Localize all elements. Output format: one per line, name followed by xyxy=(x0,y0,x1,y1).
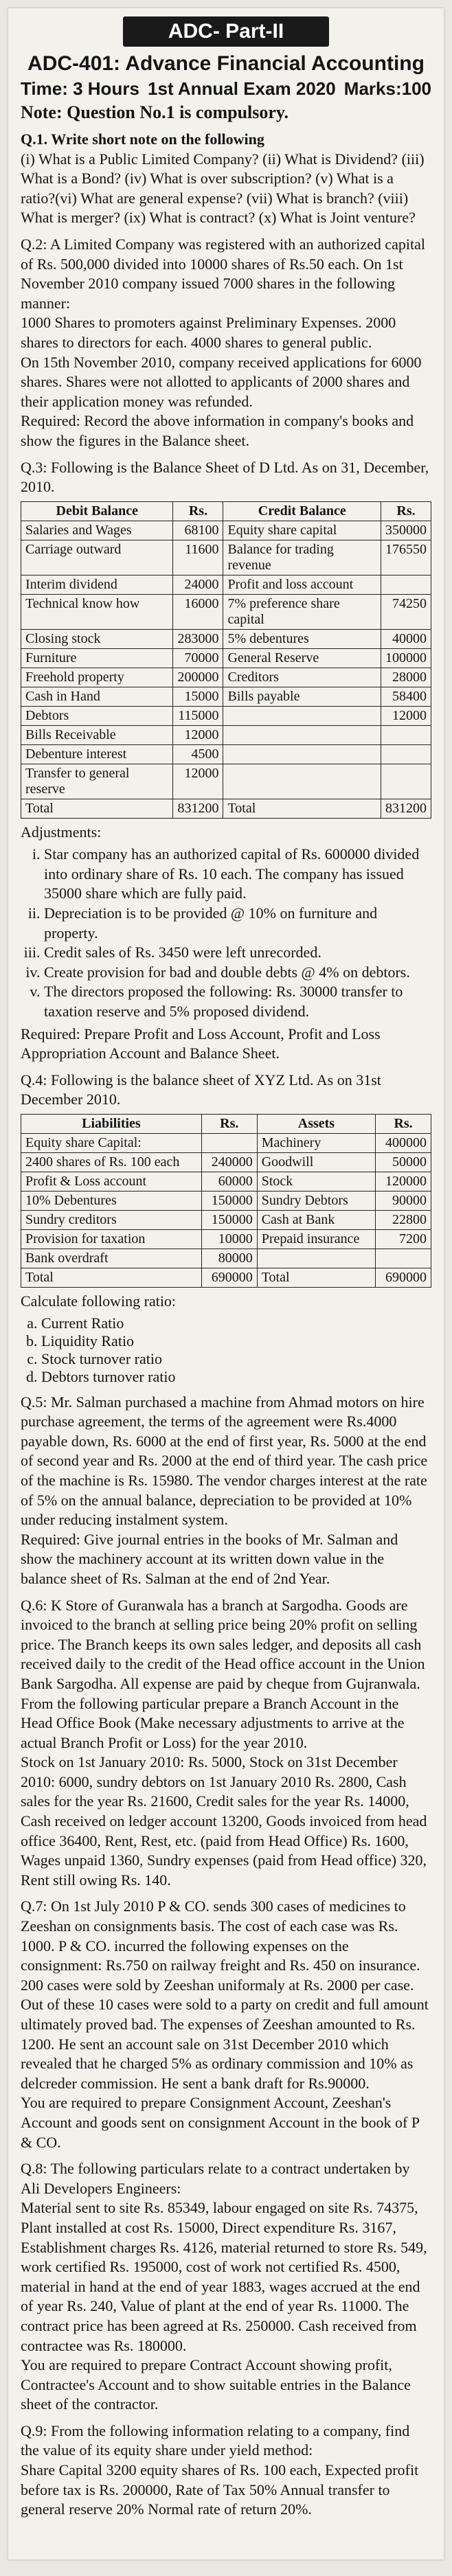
note: Note: Question No.1 is compulsory. xyxy=(21,102,289,122)
ratio-item: a. Current Ratio xyxy=(41,1314,431,1332)
ratio-item: c. Stock turnover ratio xyxy=(41,1350,431,1368)
q3-table-row xyxy=(21,744,431,764)
q3-table-cell: 68100 xyxy=(173,521,223,540)
question-6 xyxy=(21,1596,431,1891)
q4-table-cell: 80000 xyxy=(201,1249,257,1268)
paper-title: ADC-401: Advance Financial Accounting xyxy=(27,52,425,75)
q3-table-cell: 15000 xyxy=(173,687,223,706)
q3-table-row xyxy=(21,521,431,540)
q3-table-cell: Freehold property xyxy=(21,668,173,687)
q1-text: (i) What is a Public Limited Company? (ii) What is Dividend? (iii) What is a Bond? (iv) What is over subscription? (v) What is a ratio?(vi) What are general expense? (vii) What is branch? (viii) What is merger? (ix) What is contract? (x) What is Joint venture? xyxy=(21,150,425,227)
q7-text: Q.7: On 1st July 2010 P & CO. sends 300 cases of medicines to Zeeshan on consignments basis. The cost of each case was Rs. 1000. P & CO. incurred the following expenses on the consignment: Rs.750 on railway freight and Rs. 450 on insurance. 200 cases were sold by Zeeshan uniformaly at Rs. 2000 per case. Out of these 10 cases were sold to a party on credit and full amount ultimately proved bad. The expenses of Zeeshan amounted to Rs. 1200. He sent an account sale on 31st December 2010 which revealed that he charged 5% as ordinary commission and 10% as delcreder commission. He sent a bank draft for Rs.90000. You are required to prepare Consignment Account, Zeeshan's Account and goods sent on consignment Account in the book of P & CO. xyxy=(21,1897,429,2151)
ratio-item: b. Liquidity Ratio xyxy=(41,1332,431,1350)
q4-table-cell: Goodwill xyxy=(257,1153,375,1172)
q4-table-cell: Sundry Debtors xyxy=(257,1192,375,1211)
q3-table-cell: 58400 xyxy=(381,687,431,706)
q3-table-cell: 200000 xyxy=(173,668,223,687)
question-3 xyxy=(21,458,431,1064)
q3-intro: Q.3: Following is the Balance Sheet of D Ltd. As on 31, December, 2010. xyxy=(21,458,429,496)
q3-table xyxy=(21,501,431,819)
q3-table-cell: Technical know how xyxy=(21,594,173,629)
q4-table-row xyxy=(21,1134,431,1153)
q4-table-cell: Machinery xyxy=(257,1134,375,1153)
q4-table-cell xyxy=(201,1134,257,1153)
q3-table-cell: 176550 xyxy=(381,540,431,575)
q3-table-cell: 40000 xyxy=(381,629,431,648)
time-label: Time: 3 Hours xyxy=(21,78,139,99)
q3-table-cell: 831200 xyxy=(173,799,223,818)
q3-table-cell: Salaries and Wages xyxy=(21,521,173,540)
adjustment-item: v. The directors proposed the following: Rs. 30000 transfer to taxation reserve and 5% proposed dividend. xyxy=(44,982,431,1021)
q3-table-cell: Cash in Hand xyxy=(21,687,173,706)
q4-table-cell: Stock xyxy=(257,1172,375,1192)
question-4 xyxy=(21,1071,431,1386)
exam-meta xyxy=(21,78,431,100)
q3-header: Credit Balance xyxy=(223,501,381,521)
q4-table-cell: 2400 shares of Rs. 100 each xyxy=(21,1153,202,1172)
q4-table-cell: Provision for taxation xyxy=(21,1230,202,1249)
q4-table-row xyxy=(21,1153,431,1172)
question-9 xyxy=(21,2421,431,2520)
q4-table-cell: 60000 xyxy=(201,1172,257,1192)
q3-table-row xyxy=(21,668,431,687)
q3-table-cell: 24000 xyxy=(173,575,223,594)
q4-table-cell: 22800 xyxy=(376,1211,431,1230)
q4-table-cell: Profit & Loss account xyxy=(21,1172,202,1192)
q4-header: Rs. xyxy=(201,1115,257,1134)
q3-table-cell xyxy=(381,725,431,744)
q3-table-cell: 12000 xyxy=(381,706,431,725)
q4-table-cell: 120000 xyxy=(376,1172,431,1192)
q4-table-cell: 690000 xyxy=(201,1268,257,1288)
q3-table-row xyxy=(21,799,431,818)
q4-table-cell: 150000 xyxy=(201,1192,257,1211)
q3-table-cell: 74250 xyxy=(381,594,431,629)
q3-table-cell: Equity share capital xyxy=(223,521,381,540)
q3-table-cell: Carriage outward xyxy=(21,540,173,575)
q4-header: Assets xyxy=(257,1115,375,1134)
q3-table-cell: Balance for trading revenue xyxy=(223,540,381,575)
q3-table-cell: 11600 xyxy=(173,540,223,575)
q2-text: Q.2: A Limited Company was registered with an authorized capital of Rs. 500,000 divided into 10000 shares of Rs.50 each. On 1st November 2010 company issued 7000 shares in the following manner: 1000 Shares to promoters against Preliminary Expenses. 2000 shares to directors for each. 4000 shares to general public. On 15th November 2010, company received applications for 6000 shares. Shares were not allotted to applicants of 2000 shares and their application money was refunded. Required: Record the above information in company's books and show the figures in the Balance sheet. xyxy=(21,235,425,449)
q3-table-cell xyxy=(223,744,381,764)
q3-table-cell xyxy=(223,764,381,799)
q3-table-cell: 100000 xyxy=(381,648,431,668)
q3-table-cell xyxy=(381,764,431,799)
q4-ratio-list xyxy=(41,1314,431,1386)
q4-table-cell: 90000 xyxy=(376,1192,431,1211)
q3-table-cell: 4500 xyxy=(173,744,223,764)
q3-table-row xyxy=(21,594,431,629)
q3-table-cell: Bills Receivable xyxy=(21,725,173,744)
q4-table-cell xyxy=(376,1249,431,1268)
q4-table-row xyxy=(21,1211,431,1230)
q4-table-row xyxy=(21,1268,431,1288)
q6-text: Q.6: K Store of Guranwala has a branch at Sargodha. Goods are invoiced to the branch at selling price being 20% profit on selling price. The Branch keeps its own sales ledger, and deposits all cash received daily to the credit of the Head office account in the Union Bank Sargodha. All expense are paid by cheque from Gujranwala. From the following particular prepare a Branch Account in the Head Office Book (Make necessary adjustments to arrive at the actual Branch Profit or Loss) for the year 2010. Stock on 1st January 2010: Rs. 5000, Stock on 31st December 2010: 6000, sundry debtors on 1st January 2010 Rs. 2800, Cash sales for the year Rs. 21600, Credit sales for the year Rs. 14000, Cash received on ledger account 13200, Goods invoiced from head office 36400, Rent, Rest, etc. (paid from Head Office) Rs. 1600, Wages unpaid 1360, Sundry expenses (paid from Head office) 320, Rent still owing Rs. 140. xyxy=(21,1596,427,1889)
q3-required: Required: Prepare Profit and Loss Account, Profit and Loss Appropriation Account and Balance Sheet. xyxy=(21,1025,381,1062)
q3-table-cell: Total xyxy=(223,799,381,818)
q4-header: Rs. xyxy=(376,1115,431,1134)
q4-table-cell: 7200 xyxy=(376,1230,431,1249)
question-2 xyxy=(21,235,431,451)
q3-table-row xyxy=(21,629,431,648)
adjustment-item: iv. Create provision for bad and double debts @ 4% on debtors. xyxy=(44,963,431,983)
q4-calc: Calculate following ratio: xyxy=(21,1292,177,1310)
q4-table-cell: Total xyxy=(257,1268,375,1288)
q4-table-row xyxy=(21,1172,431,1192)
q3-table-row xyxy=(21,648,431,668)
q3-table-cell: Transfer to general reserve xyxy=(21,764,173,799)
q3-table-cell: General Reserve xyxy=(223,648,381,668)
q3-adjustments-head: Adjustments: xyxy=(21,823,102,841)
q3-table-row xyxy=(21,764,431,799)
q4-table-cell: Bank overdraft xyxy=(21,1249,202,1268)
q4-table-cell: Equity share Capital: xyxy=(21,1134,202,1153)
q4-table-cell: 240000 xyxy=(201,1153,257,1172)
q3-table-cell: 12000 xyxy=(173,725,223,744)
q3-table-cell: 350000 xyxy=(381,521,431,540)
q5-text: Q.5: Mr. Salman purchased a machine from Ahmad motors on hire purchase agreement, the terms of the agreement were Rs.4000 payable down, Rs. 6000 at the end of first year, Rs. 5000 at the end of second year and Rs. 2000 at the end of third year. The cash price of the machine is Rs. 15980. The vendor charges interest at the rate of 5% on the annual balance, depreciation to be provided at 10% under reducing instalment system. Required: Give journal entries in the books of Mr. Salman and show the machinery account at its written down value in the balance sheet of Rs. Salman at the end of 2nd Year. xyxy=(21,1393,428,1587)
part-banner: ADC- Part-II xyxy=(123,16,329,47)
q3-table-cell: Debtors xyxy=(21,706,173,725)
q3-header: Rs. xyxy=(381,501,431,521)
q4-table-cell: 150000 xyxy=(201,1211,257,1230)
q4-table-row xyxy=(21,1230,431,1249)
q3-table-row xyxy=(21,687,431,706)
q3-table-cell: 5% debentures xyxy=(223,629,381,648)
q3-table-cell: 283000 xyxy=(173,629,223,648)
q4-table-cell: Total xyxy=(21,1268,202,1288)
q4-table-cell xyxy=(257,1249,375,1268)
q3-table-cell: 831200 xyxy=(381,799,431,818)
q3-table-cell: Debenture interest xyxy=(21,744,173,764)
adjustment-item: i. Star company has an authorized capital of Rs. 600000 divided into ordinary share of Rs. 10 each. The company has issued 35000 share which are fully paid. xyxy=(44,845,431,904)
q4-header: Liabilities xyxy=(21,1115,202,1134)
q3-table-row xyxy=(21,575,431,594)
q3-table-cell: Closing stock xyxy=(21,629,173,648)
q3-table-cell: 70000 xyxy=(173,648,223,668)
q4-intro: Q.4: Following is the balance sheet of XYZ Ltd. As on 31st December 2010. xyxy=(21,1071,381,1108)
q9-text: Q.9: From the following information relating to a company, find the value of its equity share under yield method: Share Capital 3200 equity shares of Rs. 100 each, Expected profit before tax is Rs. 200000, Rate of Tax 50% Annual transfer to general reserve 20% Normal rate of return 20%. xyxy=(21,2421,419,2518)
q4-table-cell: Cash at Bank xyxy=(257,1211,375,1230)
ratio-item: d. Debtors turnover ratio xyxy=(41,1368,431,1386)
q3-header: Rs. xyxy=(173,501,223,521)
question-5 xyxy=(21,1393,431,1589)
q4-table-cell: Sundry creditors xyxy=(21,1211,202,1230)
q1-head: Q.1. Write short note on the following xyxy=(21,130,264,148)
q3-table-cell: 7% preference share capital xyxy=(223,594,381,629)
q3-table-row xyxy=(21,540,431,575)
q4-table-cell: 50000 xyxy=(376,1153,431,1172)
question-7 xyxy=(21,1897,431,2152)
q3-table-cell xyxy=(381,575,431,594)
q3-table-row xyxy=(21,725,431,744)
marks-label: Marks:100 xyxy=(343,78,431,99)
q3-table-cell: Bills payable xyxy=(223,687,381,706)
q4-table-cell: 10000 xyxy=(201,1230,257,1249)
q3-table-cell: Creditors xyxy=(223,668,381,687)
session-label: 1st Annual Exam 2020 xyxy=(148,78,336,99)
q3-table-cell: Furniture xyxy=(21,648,173,668)
adjustment-item: ii. Depreciation is to be provided @ 10% on furniture and property. xyxy=(44,904,431,943)
q3-table-cell xyxy=(223,725,381,744)
question-8 xyxy=(21,2159,431,2415)
q4-table-cell: Prepaid insurance xyxy=(257,1230,375,1249)
q3-table-cell: 16000 xyxy=(173,594,223,629)
q4-table-cell: 400000 xyxy=(376,1134,431,1153)
question-1 xyxy=(21,130,431,228)
q4-table-row xyxy=(21,1192,431,1211)
q3-table-cell: Total xyxy=(21,799,173,818)
q4-table-row xyxy=(21,1249,431,1268)
exam-paper xyxy=(8,8,444,2560)
q3-adjustments xyxy=(44,845,431,1021)
q8-text: Q.8: The following particulars relate to a contract undertaken by Ali Developers Engineers: Material sent to site Rs. 85349, labour engaged on site Rs. 74375, Plant installed at cost Rs. 15000, Direct expenditure Rs. 3167, Establishment charges Rs. 4126, material returned to store Rs. 549, work certified Rs. 195000, cost of work not certified Rs. 4500, material in hand at the end of year 1883, wages accrued at the end of year Rs. 240, Value of plant at the end of year Rs. 11000. The contract price has been agreed at Rs. 250000. Cash received from contractee was Rs. 180000. You are required to prepare Contract Account showing profit, Contractee's Account and to show suitable entries in the Balance sheet of the contractor. xyxy=(21,2160,427,2413)
q4-table xyxy=(21,1114,431,1288)
q4-table-cell: 10% Debentures xyxy=(21,1192,202,1211)
q3-table-row xyxy=(21,706,431,725)
q3-table-cell: 115000 xyxy=(173,706,223,725)
q3-table-cell: Interim dividend xyxy=(21,575,173,594)
q3-table-cell: Profit and loss account xyxy=(223,575,381,594)
q4-table-cell: 690000 xyxy=(376,1268,431,1288)
q3-table-cell: 12000 xyxy=(173,764,223,799)
q3-table-cell xyxy=(223,706,381,725)
adjustment-item: iii. Credit sales of Rs. 3450 were left unrecorded. xyxy=(44,943,431,963)
q3-header: Debit Balance xyxy=(21,501,173,521)
q3-table-cell: 28000 xyxy=(381,668,431,687)
q3-table-cell xyxy=(381,744,431,764)
